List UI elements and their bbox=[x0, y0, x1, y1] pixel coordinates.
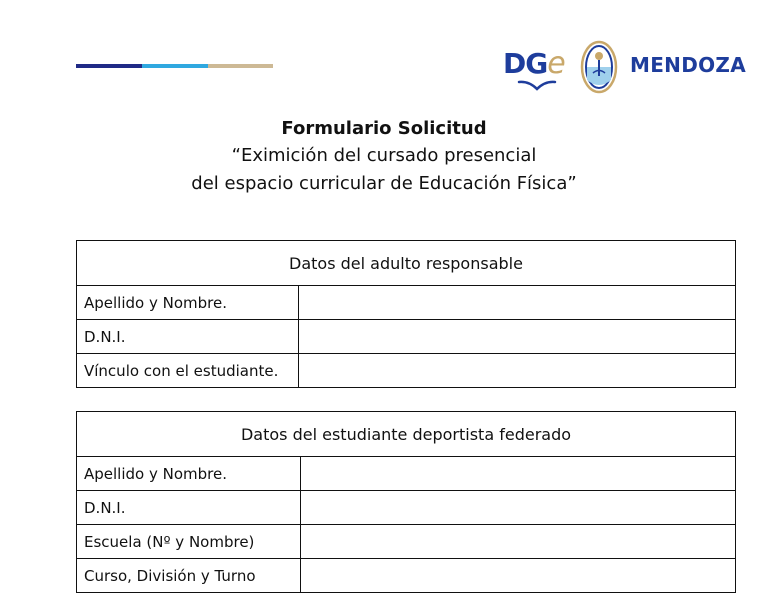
header-stripe-cyan bbox=[142, 64, 208, 68]
adult-responsible-table bbox=[76, 240, 736, 388]
student-athlete-table bbox=[76, 411, 736, 593]
adult-dni-label: D.N.I. bbox=[77, 320, 299, 354]
adult-relationship-field[interactable] bbox=[299, 354, 736, 388]
student-table-heading: Datos del estudiante deportista federado bbox=[77, 412, 736, 457]
mendoza-seal-icon bbox=[580, 40, 618, 94]
student-name-label: Apellido y Nombre. bbox=[77, 457, 301, 491]
adult-dni-field[interactable] bbox=[299, 320, 736, 354]
form-title: Formulario Solicitud bbox=[281, 118, 487, 139]
dge-logo bbox=[503, 46, 571, 94]
student-dni-label: D.N.I. bbox=[77, 491, 301, 525]
form-title-block bbox=[0, 116, 768, 198]
adult-name-label: Apellido y Nombre. bbox=[77, 286, 299, 320]
form-subtitle-line-1: “Eximición del cursado presencial bbox=[231, 145, 537, 166]
student-school-label: Escuela (Nº y Nombre) bbox=[77, 525, 301, 559]
student-course-label: Curso, División y Turno bbox=[77, 559, 301, 593]
student-dni-field[interactable] bbox=[301, 491, 736, 525]
adult-name-field[interactable] bbox=[299, 286, 736, 320]
header-stripe-beige bbox=[208, 64, 273, 68]
mendoza-logo-text: MENDOZA bbox=[630, 53, 746, 77]
form-subtitle-line-2: del espacio curricular de Educación Física” bbox=[191, 173, 577, 194]
header-stripe-navy bbox=[76, 64, 142, 68]
adult-relationship-label: Vínculo con el estudiante. bbox=[77, 354, 299, 388]
adult-table-heading: Datos del adulto responsable bbox=[77, 241, 736, 286]
book-icon bbox=[517, 80, 557, 92]
dge-logo-text: DG bbox=[503, 47, 548, 80]
student-school-field[interactable] bbox=[301, 525, 736, 559]
dge-logo-e: e bbox=[547, 46, 565, 81]
student-name-field[interactable] bbox=[301, 457, 736, 491]
